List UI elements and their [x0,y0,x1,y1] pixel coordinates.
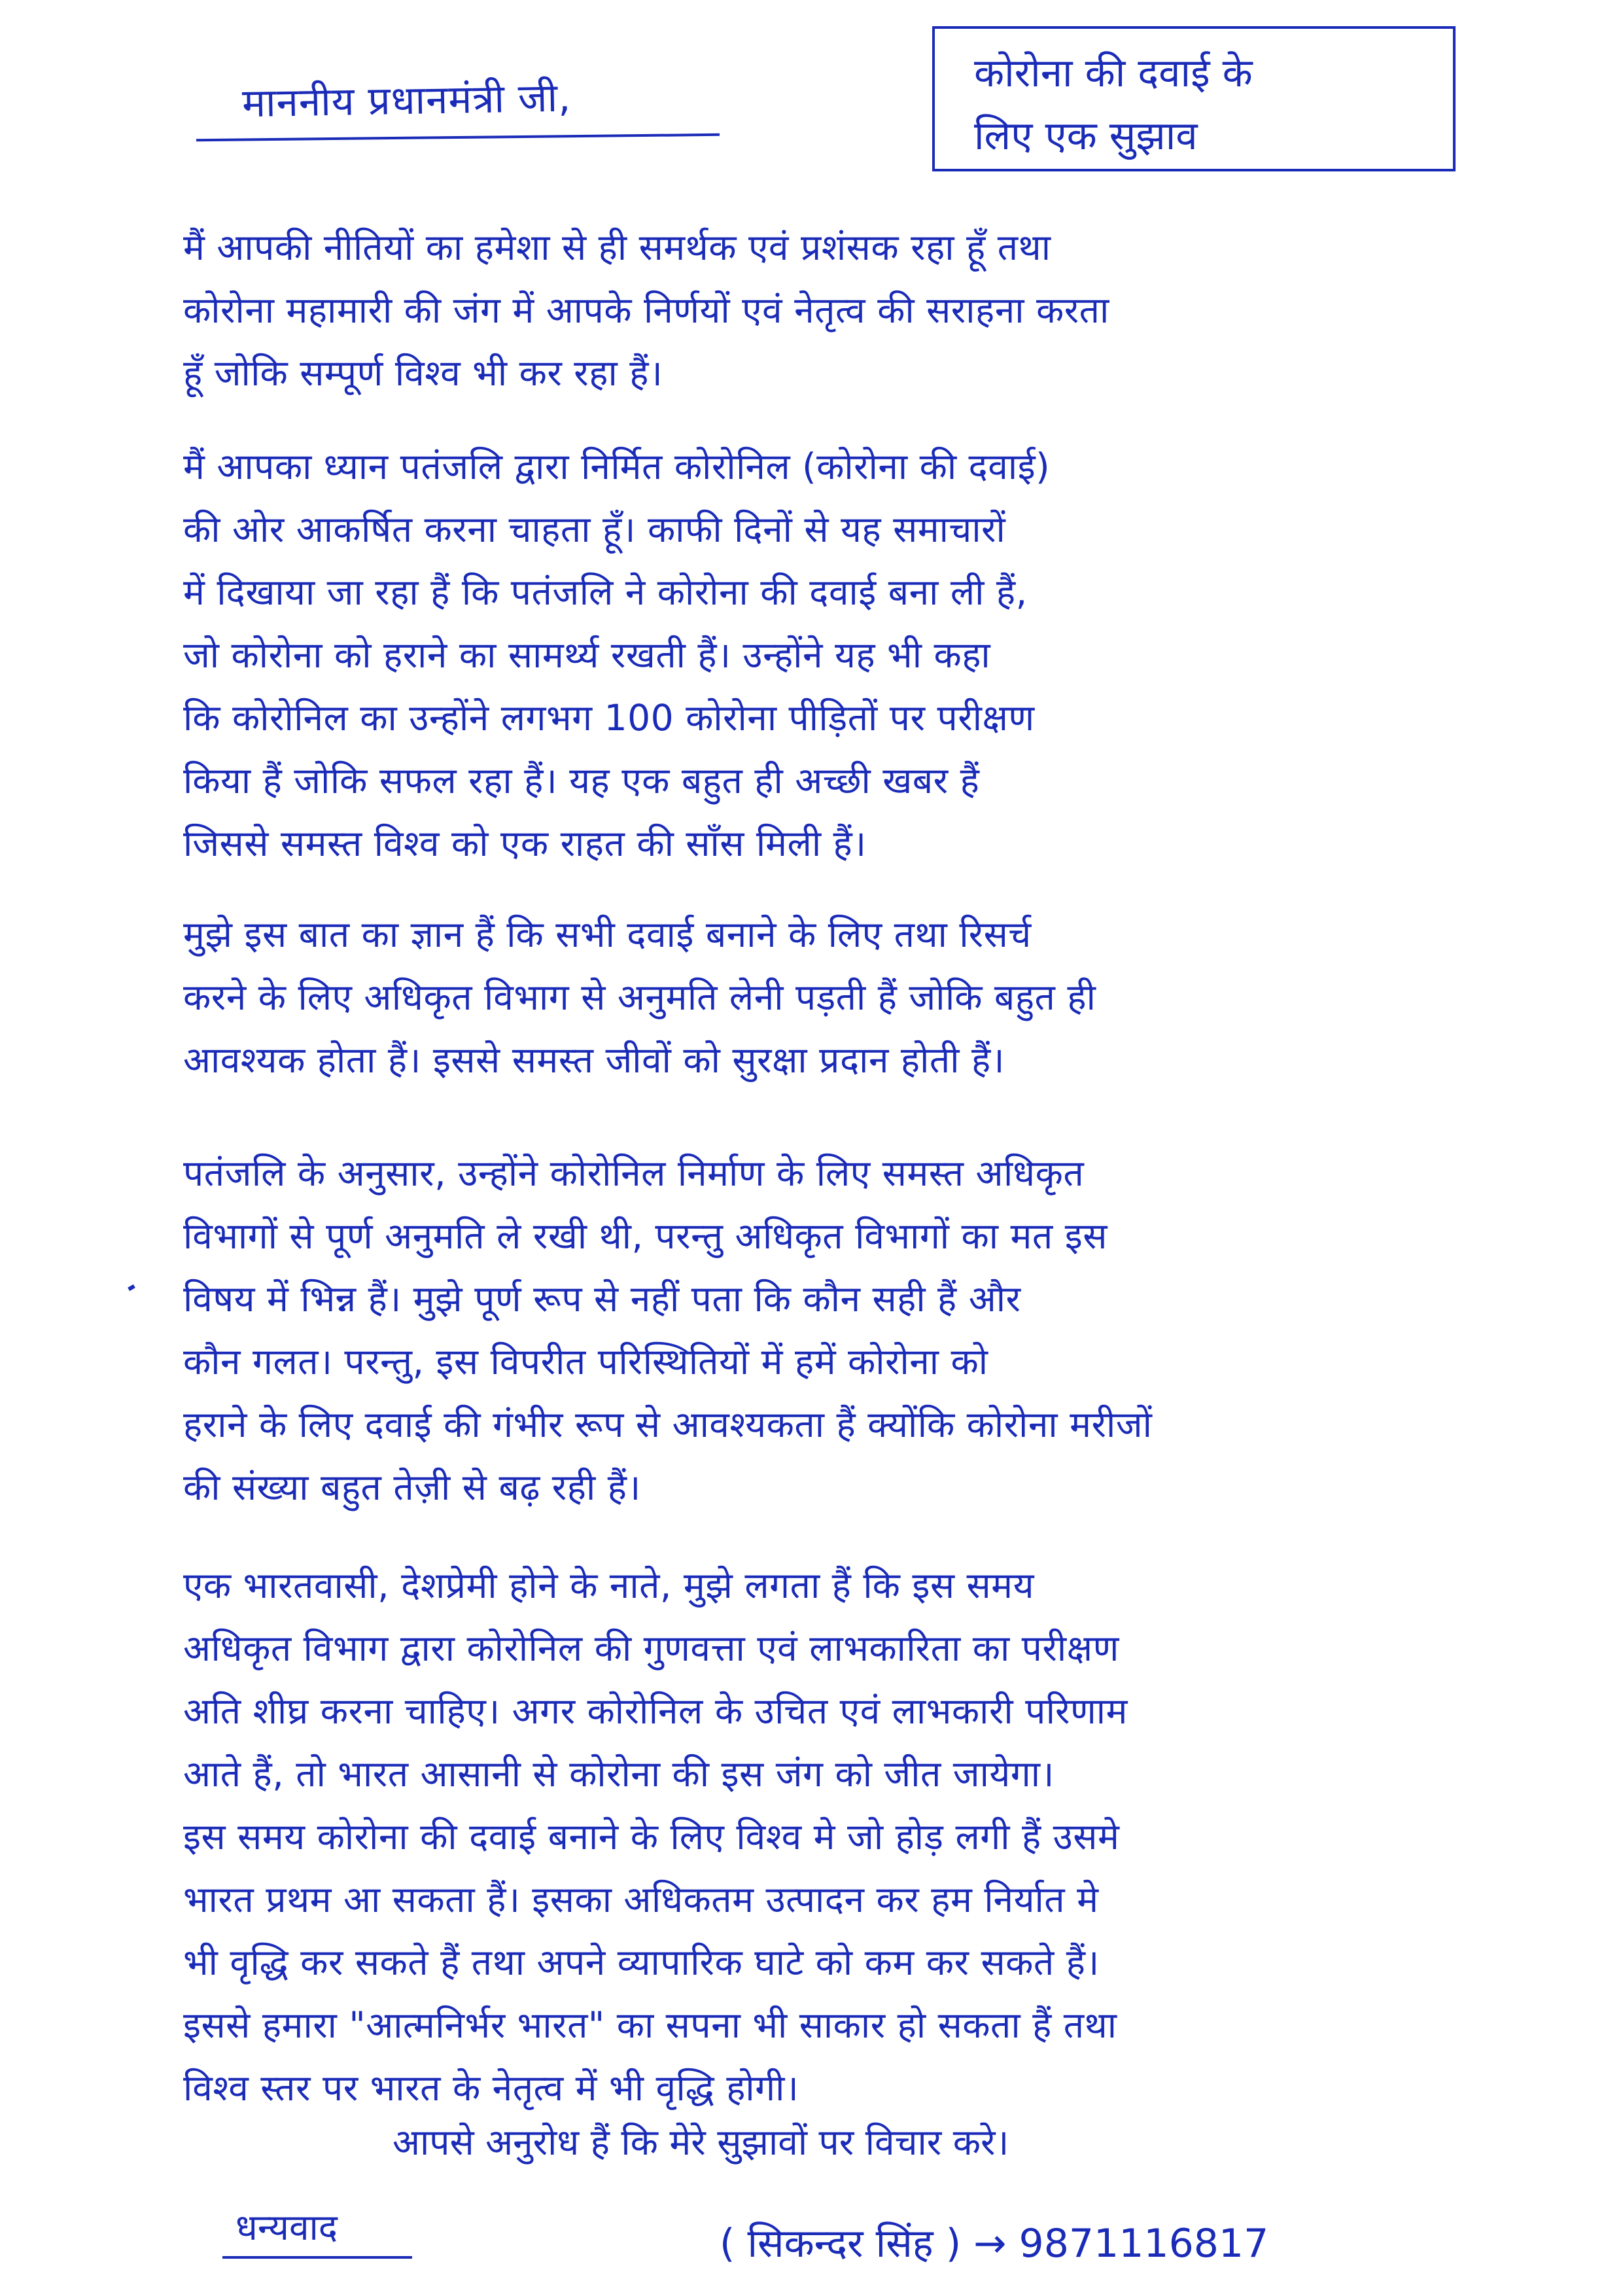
text-line: एक भारतवासी, देशप्रेमी होने के नाते, मुझे लगता हैं कि इस समय [183,1564,1034,1606]
paragraph-request [183,1554,1531,2119]
subject-line: लिए एक सुझाव [974,113,1198,159]
text-line: इस समय कोरोना की दवाई बनाने के लिए विश्व मे जो होड़ लगी हैं उसमे [183,1816,1120,1858]
text-line: कोरोना महामारी की जंग में आपके निर्णयों एवं नेतृत्व की सराहना करता [183,289,1109,331]
text-line: कौन गलत। परन्तु, इस विपरीत परिस्थितियों में हमें कोरोना को [183,1341,988,1383]
text-line: की ओर आकर्षित करना चाहता हूँ। काफी दिनों से यह समाचारों [183,508,1006,550]
text-line: हूँ जोकि सम्पूर्ण विश्व भी कर रहा हैं। [183,352,663,394]
text-line: जिससे समस्त विश्व को एक राहत की साँस मिली हैं। [183,822,867,864]
subject-line: कोरोना की दवाई के [974,50,1253,96]
text-line: अति शीघ्र करना चाहिए। अगर कोरोनिल के उचित एवं लाभकारी परिणाम [183,1690,1128,1732]
text-line: जो कोरोना को हराने का सामर्थ्य रखती हैं। उन्होंने यह भी कहा [183,634,991,676]
text-line: इससे हमारा "आत्मनिर्भर भारत" का सपना भी साकार हो सकता हैं तथा [183,2004,1117,2046]
text-line: पतंजलि के अनुसार, उन्होंने कोरोनिल निर्माण के लिए समस्त अधिकृत [183,1152,1085,1194]
thanks: धन्यवाद [236,2206,338,2248]
text-line: विषय में भिन्न हैं। मुझे पूर्ण रूप से नहीं पता कि कौन सही हैं और [183,1278,1021,1320]
text-line: विभागों से पूर्ण अनुमति ले रखी थी, परन्तु अधिकृत विभागों का मत इस [183,1215,1108,1257]
ink-dot [128,1284,135,1291]
subject-box [932,26,1456,171]
text-line: विश्व स्तर पर भारत के नेतृत्व में भी वृद्धि होगी। [183,2067,799,2109]
text-line: में दिखाया जा रहा हैं कि पतंजलि ने कोरोना की दवाई बना ली हैं, [183,571,1028,613]
signature: ( सिकन्दर सिंह ) → 9871116817 [720,2221,1269,2267]
text-line: अधिकृत विभाग द्वारा कोरोनिल की गुणवत्ता एवं लाभकारिता का परीक्षण [183,1627,1119,1669]
paragraph-permission [183,903,1531,1091]
paragraph-coronil [183,435,1531,875]
text-line: भी वृद्धि कर सकते हैं तथा अपने व्यापारिक घाटे को कम कर सकते हैं। [183,1941,1100,1983]
text-line: कि कोरोनिल का उन्होंने लगभग 100 कोरोना पीड़ितों पर परीक्षण [183,697,1035,739]
text-line: करने के लिए अधिकृत विभाग से अनुमति लेनी पड़ती हैं जोकि बहुत ही [183,976,1096,1018]
paragraph-support [183,216,1531,404]
text-line: मैं आपकी नीतियों का हमेशा से ही समर्थक एवं प्रशंसक रहा हूँ तथा [183,226,1051,268]
text-line: आते हैं, तो भारत आसानी से कोरोना की इस जंग को जीत जायेगा। [183,1753,1055,1795]
text-line: किया हैं जोकि सफल रहा हैं। यह एक बहुत ही अच्छी खबर हैं [183,760,980,802]
paragraph-patanjali [183,1142,1531,1519]
text-line: मुझे इस बात का ज्ञान हैं कि सभी दवाई बनाने के लिए तथा रिसर्च [183,913,1032,955]
text-line: आवश्यक होता हैं। इससे समस्त जीवों को सुरक्षा प्रदान होती हैं। [183,1039,1005,1081]
text-line: भारत प्रथम आ सकता हैं। इसका अधिकतम उत्पादन कर हम निर्यात मे [183,1879,1099,1920]
text-line: मैं आपका ध्यान पतंजलि द्वारा निर्मित कोरोनिल (कोरोना की दवाई) [183,446,1051,487]
salutation-underline [196,133,720,141]
text-line: हराने के लिए दवाई की गंभीर रूप से आवश्यकता हैं क्योंकि कोरोना मरीजों [183,1404,1153,1445]
thanks-underline [222,2256,412,2259]
salutation: माननीय प्रधानमंत्री जी, [241,75,572,127]
closing-request: आपसे अनुरोध हैं कि मेरे सुझावों पर विचार करे। [393,2121,1009,2163]
text-line: की संख्या बहुत तेज़ी से बढ़ रही हैं। [183,1466,641,1508]
